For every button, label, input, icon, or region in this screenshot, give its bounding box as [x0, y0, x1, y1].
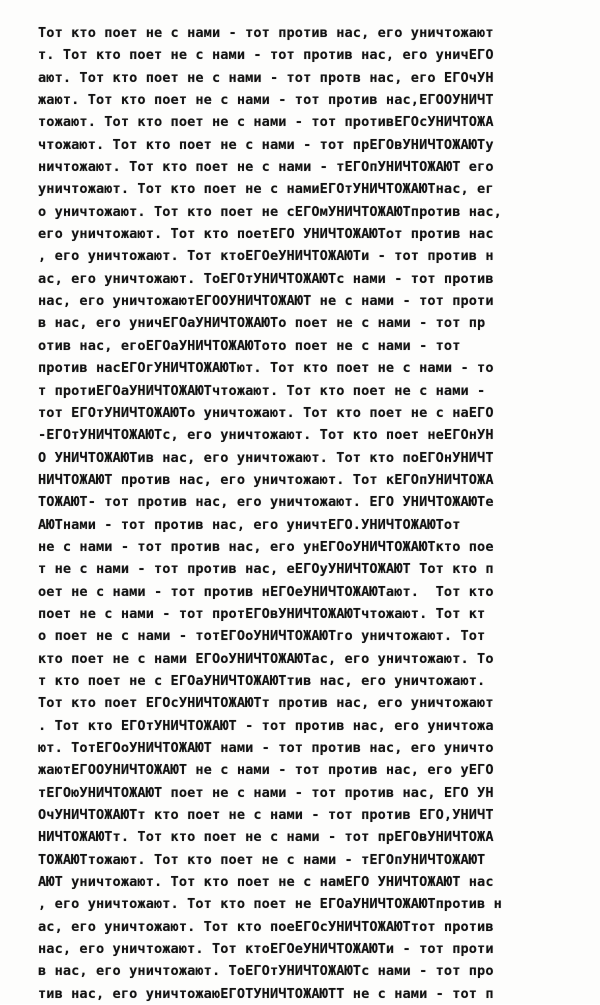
text-line: его уничтожают. Тот кто поетЕГО УНИЧТОЖАЮТот против нас: [38, 226, 494, 243]
text-line: поет не с нами - тот протЕГОвУНИЧТОЖАЮТчтожают. Тот кт: [38, 605, 486, 622]
text-line: , его уничтожают. Тот ктоЕГОеУНИЧТОЖАЮТи - тот против н: [38, 248, 494, 265]
text-line: т протиЕГОаУНИЧТОЖАЮТчтожают. Тот кто поет не с нами -: [38, 382, 486, 399]
text-line: -ЕГОтУНИЧТОЖАЮТс, его уничтожают. Тот кто поет неЕГОнУН: [38, 427, 494, 444]
text-line: ТОЖАЮТ- тот против нас, его уничтожают. ЕГО УНИЧТОЖАЮТе: [38, 494, 494, 511]
text-line: жают. Тот кто поет не с нами - тот против нас,ЕГООУНИЧТ: [38, 92, 494, 109]
text-line: о уничтожают. Тот кто поет не сЕГОмУНИЧТОЖАЮТпротив нас,: [38, 203, 502, 220]
text-line: не с нами - тот против нас, его унЕГОоУНИЧТОЖАЮТкто пое: [38, 538, 494, 555]
text-line: ничтожают. Тот кто поет не с нами - тЕГОпУНИЧТОЖАЮТ его: [38, 159, 494, 176]
text-line: в нас, его уничтожают. ТоЕГОтУНИЧТОЖАЮТс нами - тот про: [38, 963, 494, 980]
text-line: в нас, его уничЕГОаУНИЧТОЖАЮТо поет не с нами - тот пр: [38, 315, 486, 332]
text-line: ают. Тот кто поет не с нами - тот протв нас, его ЕГОчУН: [38, 69, 494, 86]
text-line: ОчУНИЧТОЖАЮТт кто поет не с нами - тот против ЕГО,УНИЧТ: [38, 807, 494, 824]
text-line: ас, его уничтожают. ТоЕГОтУНИЧТОЖАЮТс нами - тот против: [38, 270, 494, 287]
text-line: кто поет не с нами ЕГОоУНИЧТОЖАЮТас, его уничтожают. То: [38, 650, 494, 667]
text-line: АЮТ уничтожают. Тот кто поет не с намЕГО УНИЧТОЖАЮТ нас: [38, 874, 494, 891]
text-line: уничтожают. Тот кто поет не с намиЕГОтУНИЧТОЖАЮТнас, ег: [38, 181, 494, 198]
text-line: ас, его уничтожают. Тот кто поеЕГОсУНИЧТОЖАЮТтот против: [38, 918, 494, 935]
text-line: отив нас, егоЕГОаУНИЧТОЖАЮТото поет не с нами - тот: [38, 337, 461, 354]
text-line: НИЧТОЖАЮТ против нас, его уничтожают. Тот кЕГОпУНИЧТОЖА: [38, 471, 494, 488]
text-line: нас, его уничтожают. Тот ктоЕГОеУНИЧТОЖАЮТи - тот проти: [38, 941, 494, 958]
text-line: оет не с нами - тот против нЕГОеУНИЧТОЖАЮТают. Тот кто: [38, 583, 494, 600]
text-line: тожают. Тот кто поет не с нами - тот противЕГОсУНИЧТОЖА: [38, 114, 494, 131]
text-line: т. Тот кто поет не с нами - тот против нас, его уничЕГО: [38, 47, 494, 64]
text-line: , его уничтожают. Тот кто поет не ЕГОаУНИЧТОЖАЮТпротив н: [38, 896, 502, 913]
text-line: О УНИЧТОЖАЮТив нас, его уничтожают. Тот кто поЕГОнУНИЧТ: [38, 449, 494, 466]
text-line: . Тот кто ЕГОтУНИЧТОЖАЮТ - тот против нас, его уничтожа: [38, 717, 494, 734]
text-line: АЮТнами - тот против нас, его уничтЕГО.УНИЧТОЖАЮТот: [38, 516, 461, 533]
text-line: против насЕГОгУНИЧТОЖАЮТют. Тот кто поет не с нами - то: [38, 360, 494, 377]
text-line: Тот кто поет не с нами - тот против нас, его уничтожают: [38, 25, 494, 41]
text-line: о поет не с нами - тотЕГОоУНИЧТОЖАЮТго уничтожают. Тот: [38, 628, 486, 645]
text-line: тЕГОюУНИЧТОЖАЮТ поет не с нами - тот против нас, ЕГО УН: [38, 784, 494, 801]
text-line: т не с нами - тот против нас, еЕГОуУНИЧТОЖАЮТ Тот кто п: [38, 561, 494, 578]
text-line: т кто поет не с ЕГОаУНИЧТОЖАЮТтив нас, его уничтожают.: [38, 672, 486, 689]
text-line: чтожают. Тот кто поет не с нами - тот прЕГОвУНИЧТОЖАЮТу: [38, 136, 494, 153]
text-line: жаютЕГООУНИЧТОЖАЮТ не с нами - тот против нас, его уЕГО: [38, 762, 494, 779]
text-line: ТОЖАЮТтожают. Тот кто поет не с нами - тЕГОпУНИЧТОЖАЮТ: [38, 851, 486, 868]
text-line: тив нас, его уничтожаюЕГОТУНИЧТОЖАЮТТ не с нами - тот п: [38, 985, 494, 1002]
text-line: тот ЕГОтУНИЧТОЖАЮТо уничтожают. Тот кто поет не с наЕГО: [38, 404, 494, 421]
text-line: ют. ТотЕГОоУНИЧТОЖАЮТ нами - тот против нас, его уничто: [38, 740, 494, 756]
text-line: нас, его уничтожаютЕГООУНИЧТОЖАЮТ не с нами - тот проти: [38, 293, 494, 310]
typewritten-text: [38, 22, 586, 1005]
text-line: НИЧТОЖАЮТт. Тот кто поет не с нами - тот прЕГОвУНИЧТОЖА: [38, 829, 494, 846]
text-line: Тот кто поет ЕГОсУНИЧТОЖАЮТт против нас, его уничтожают: [38, 695, 494, 712]
